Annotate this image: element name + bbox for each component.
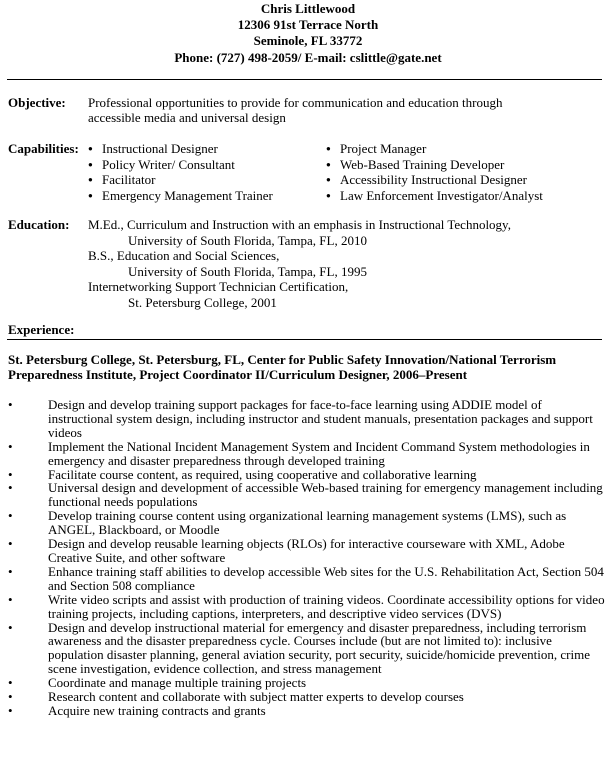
capabilities-list-right — [326, 141, 543, 203]
duty-item: • Acquire new training contracts and grants — [8, 704, 606, 718]
duty-item: • Design and develop instructional material for emergency and disaster preparedness, including terrorism awareness and the disaster preparedness cycle. Courses include (but are not limited to): inclusive population disaster planning, general aviation security, port security, suicide/homicide prevention, crime scene investigation, evidence collection, and stress management — [8, 621, 606, 677]
duty-item: • Research content and collaborate with subject matter experts to develop courses — [8, 690, 606, 704]
capabilities-list-left — [88, 141, 273, 203]
experience-divider — [7, 339, 602, 340]
job-heading-line2: Preparedness Institute, Project Coordinator II/Curriculum Designer, 2006–Present — [8, 367, 468, 382]
capability-item: ● Accessibility Instructional Designer — [326, 172, 543, 188]
education-school: University of South Florida, Tampa, FL, 1995 — [128, 263, 367, 279]
capability-item: ● Policy Writer/ Consultant — [88, 157, 273, 173]
duty-item: • Develop training course content using organizational learning management systems (LMS), such as ANGEL, Blackboard, or Moodle — [8, 509, 606, 537]
job-heading-line1: St. Petersburg College, St. Petersburg, FL, Center for Public Safety Innovation/National Terrorism — [8, 352, 557, 367]
education-degree: B.S., Education and Social Sciences, — [88, 248, 280, 264]
city-state-zip: Seminole, FL 33772 — [253, 33, 363, 49]
duty-item: • Universal design and development of accessible Web-based training for emergency management including functional needs populations — [8, 481, 606, 509]
contact-header — [0, 1, 616, 66]
street-address: 12306 91st Terrace North — [237, 17, 379, 33]
objective-text-line2: accessible media and universal design — [88, 110, 286, 125]
capability-item: ● Emergency Management Trainer — [88, 188, 273, 204]
education-school: St. Petersburg College, 2001 — [128, 294, 277, 310]
objective-label: Objective: — [8, 95, 66, 110]
objective-text-line1: Professional opportunities to provide for communication and education through — [88, 95, 503, 110]
duty-item: • Coordinate and manage multiple training projects — [8, 676, 606, 690]
capability-item: ● Project Manager — [326, 141, 543, 157]
education-label: Education: — [8, 217, 70, 232]
duty-item: • Design and develop training support packages for face-to-face learning using ADDIE model of instructional system design, including instructor and student manuals, presentation packages and support videos — [8, 398, 606, 440]
duty-item: • Facilitate course content, as required, using cooperative and collaborative learning — [8, 468, 606, 482]
phone-email: Phone: (727) 498-2059/ E-mail: cslittle@gate.net — [174, 49, 442, 65]
education-school: University of South Florida, Tampa, FL, 2010 — [128, 232, 367, 248]
job-heading — [8, 352, 598, 382]
education-list — [88, 217, 511, 311]
header-divider — [7, 79, 602, 80]
capabilities-label: Capabilities: — [8, 141, 79, 156]
duty-item: • Enhance training staff abilities to develop accessible Web sites for the U.S. Rehabilitation Act, Section 504 and Section 508 compliance — [8, 565, 606, 593]
job-duties-list — [8, 398, 606, 718]
duty-item: • Write video scripts and assist with production of training videos. Coordinate accessibility options for video training projects, including captions, interpreters, and descriptive video services (DVS) — [8, 593, 606, 621]
education-degree: Internetworking Support Technician Certification, — [88, 279, 349, 295]
capability-item: ● Web-Based Training Developer — [326, 157, 543, 173]
education-degree: M.Ed., Curriculum and Instruction with an emphasis in Instructional Technology, — [88, 217, 511, 232]
capability-item: ● Instructional Designer — [88, 141, 273, 157]
capability-item: ● Law Enforcement Investigator/Analyst — [326, 188, 543, 204]
duty-item: • Design and develop reusable learning objects (RLOs) for interactive courseware with XML, Adobe Creative Suite, and other software — [8, 537, 606, 565]
duty-item: • Implement the National Incident Management System and Incident Command System methodologies in emergency and disaster preparedness through developed training — [8, 440, 606, 468]
capability-item: ● Facilitator — [88, 172, 273, 188]
candidate-name: Chris Littlewood — [260, 1, 356, 16]
experience-label: Experience: — [8, 322, 75, 337]
